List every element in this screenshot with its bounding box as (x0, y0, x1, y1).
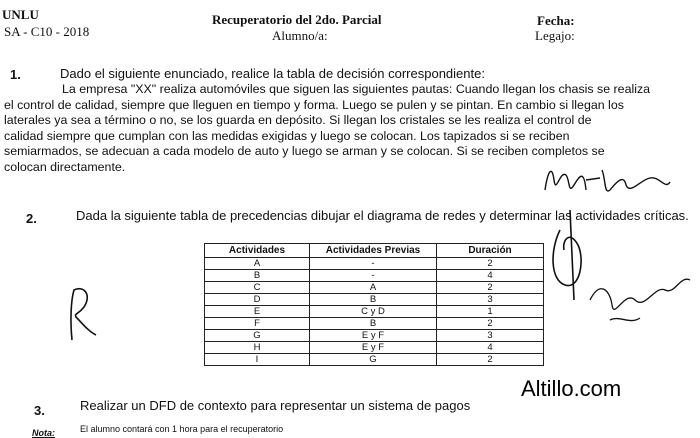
statement-line: colocan directamente. (4, 159, 126, 174)
table-row (205, 258, 544, 270)
duration-cell: 3 (437, 330, 544, 342)
question-3-number: 3. (34, 403, 45, 418)
duration-cell: 4 (437, 270, 544, 282)
table-row (205, 294, 544, 306)
statement-line: el control de calidad, siempre que lleguen en tiempo y forma. Luego se pulen y se pintan. En cambio si llegan los (4, 97, 624, 112)
date-label: Fecha: (537, 13, 575, 28)
header-previous-activities: Actividades Previas (310, 244, 437, 258)
activity-cell: A (205, 258, 310, 270)
duration-cell: 2 (437, 354, 544, 366)
table-row (205, 330, 544, 342)
question-2-number: 2. (26, 211, 37, 226)
previous-activities-cell: E y F (310, 330, 437, 342)
previous-activities-cell: E y F (310, 342, 437, 354)
duration-cell: 1 (437, 306, 544, 318)
duration-cell: 2 (437, 258, 544, 270)
statement-line: laterales ya sea a término o no, se los guarda en depósito. Si llegan los cristales se les realiza el control de (4, 113, 592, 128)
table-row (205, 318, 544, 330)
note-text: El alumno contará con 1 hora para el recuperatorio (80, 424, 284, 434)
table-header-row (205, 244, 544, 258)
exam-title: Recuperatorio del 2do. Parcial (212, 12, 382, 27)
previous-activities-cell: B (310, 294, 437, 306)
course-code: SA - C10 - 2018 (4, 24, 90, 39)
handwritten-mark (62, 285, 102, 345)
statement-line: calidad siempre que cumplan con las medidas exigidas y luego se colocan. Los tapizados si se reciben (4, 128, 570, 143)
id-label: Legajo: (535, 28, 575, 43)
statement-line: semiarmados, se adecuan a cada modelo de auto y luego se arman y se colocan. Si se reciben completos se (4, 144, 605, 159)
duration-cell: 2 (437, 318, 544, 330)
activity-cell: C (205, 282, 310, 294)
previous-activities-cell: - (310, 270, 437, 282)
previous-activities-cell: - (310, 258, 437, 270)
duration-cell: 3 (437, 294, 544, 306)
previous-activities-cell: B (310, 318, 437, 330)
watermark: Altillo.com (521, 376, 622, 401)
question-1-number: 1. (10, 67, 21, 82)
table-row (205, 354, 544, 366)
header-activities: Actividades (205, 244, 310, 258)
question-3-prompt: Realizar un DFD de contexto para representar un sistema de pagos (80, 398, 471, 413)
activity-cell: B (205, 270, 310, 282)
header-duration: Duración (437, 244, 544, 258)
duration-cell: 2 (437, 282, 544, 294)
activity-cell: H (205, 342, 310, 354)
previous-activities-cell: A (310, 282, 437, 294)
note-label: Nota: (32, 428, 55, 438)
table-row (205, 270, 544, 282)
question-1-prompt: Dado el siguiente enunciado, realice la tabla de decisión correspondiente: (60, 66, 485, 81)
activity-cell: D (205, 294, 310, 306)
table-row (205, 342, 544, 354)
question-2-prompt: Dada la siguiente tabla de precedencias dibujar el diagrama de redes y determinar las actividades críticas. (76, 208, 689, 223)
precedence-table (204, 243, 544, 366)
student-label: Alumno/a: (272, 28, 328, 43)
statement-line: La empresa "XX" realiza automóviles que siguen las siguientes pautas: Cuando llegan los chasis se realiza (62, 82, 651, 96)
handwritten-signatures (540, 150, 700, 340)
activity-cell: F (205, 318, 310, 330)
duration-cell: 4 (437, 342, 544, 354)
activity-cell: G (205, 330, 310, 342)
activity-cell: E (205, 306, 310, 318)
table-row (205, 306, 544, 318)
table-row (205, 282, 544, 294)
previous-activities-cell: G (310, 354, 437, 366)
institution-name: UNLU (2, 7, 39, 22)
previous-activities-cell: C y D (310, 306, 437, 318)
activity-cell: I (205, 354, 310, 366)
